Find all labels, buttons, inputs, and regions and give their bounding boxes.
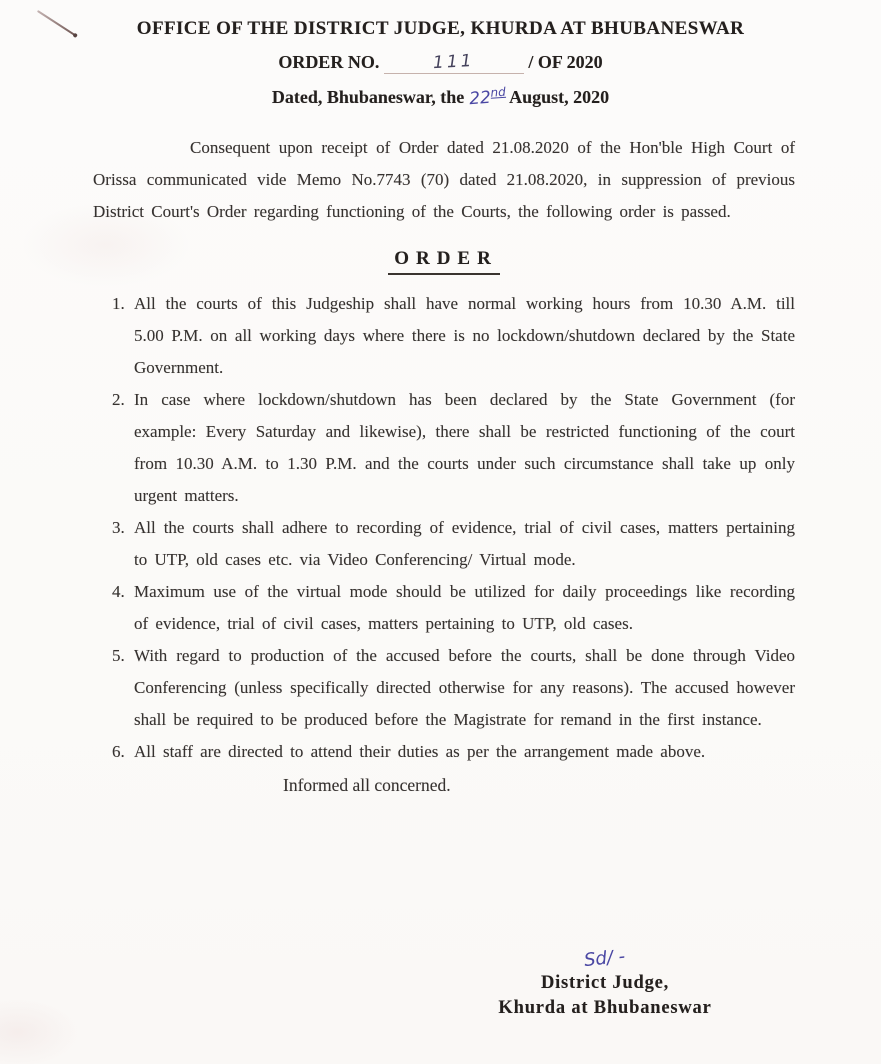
item-text: All staff are directed to attend their duties as per the arrangement made above. [134, 742, 706, 761]
handwritten-order-number: 111 [432, 50, 476, 74]
order-number-line [0, 50, 881, 74]
order-no-suffix: / OF 2020 [528, 52, 603, 72]
item-number: 2. [112, 390, 125, 409]
intro-paragraph: Consequent upon receipt of Order dated 21.08.2020 of the Hon'ble High Court of Orissa communicated vide Memo No.7743 (70) dated 21.08.2020, in suppression of previous District Court's Order regarding functioning of the Courts, the following order is passed. [93, 138, 795, 221]
signatory-location: Khurda at Bhubaneswar [498, 998, 712, 1018]
item-text: All the courts of this Judgeship shall have normal working hours from 10.30 A.M. till 5.00 P.M. on all working days where there is no lockdown/shutdown declared by the State Government. [134, 294, 795, 377]
item-number: 4. [112, 582, 125, 601]
item-number: 1. [112, 294, 125, 313]
handwritten-sd-signature: Sd/ - [583, 945, 627, 972]
order-heading: ORDER [388, 246, 500, 275]
item-text: In case where lockdown/shutdown has been declared by the State Government (for example: Every Saturday and likewise), there shall be restricted functioning of the court from 10.30 A.M. to 1.30 P.M. and the courts under such circumstance shall take up only urgent matters. [134, 390, 795, 505]
order-no-prefix: ORDER NO. [278, 52, 380, 72]
date-suffix: August, 2020 [509, 87, 610, 107]
office-title: OFFICE OF THE DISTRICT JUDGE, KHURDA AT BHUBANESWAR [136, 18, 745, 39]
document-body [93, 132, 795, 801]
document-header [0, 0, 881, 110]
closing-line: Informed all concerned. [283, 775, 451, 795]
signatory-title: District Judge, [540, 973, 670, 993]
item-text: With regard to production of the accused before the courts, shall be done through Video Conferencing (unless specifically directed otherwise for any reasons). The accused however shall be required to be produced before the Magistrate for remand in the first instance. [134, 646, 795, 729]
handwritten-date: 22nd [468, 84, 506, 110]
order-no-blank-line [384, 50, 524, 74]
order-list [93, 288, 795, 768]
signature-block [480, 945, 730, 1021]
order-item-4 [93, 576, 795, 640]
order-item-2 [93, 384, 795, 512]
item-number: 5. [112, 646, 125, 665]
date-prefix: Dated, Bhubaneswar, the [271, 87, 465, 107]
item-number: 6. [112, 742, 125, 761]
date-line [0, 81, 881, 110]
item-number: 3. [112, 518, 125, 537]
item-text: Maximum use of the virtual mode should be utilized for daily proceedings like recording of evidence, trial of civil cases, matters pertaining to UTP, old cases. [134, 582, 795, 633]
order-item-1 [93, 288, 795, 384]
order-item-6 [93, 736, 795, 768]
order-item-3 [93, 512, 795, 576]
order-item-5 [93, 640, 795, 736]
item-text: All the courts shall adhere to recording of evidence, trial of civil cases, matters pertaining to UTP, old cases etc. via Video Conferencing/ Virtual mode. [134, 518, 795, 569]
order-heading-wrap [93, 246, 795, 275]
